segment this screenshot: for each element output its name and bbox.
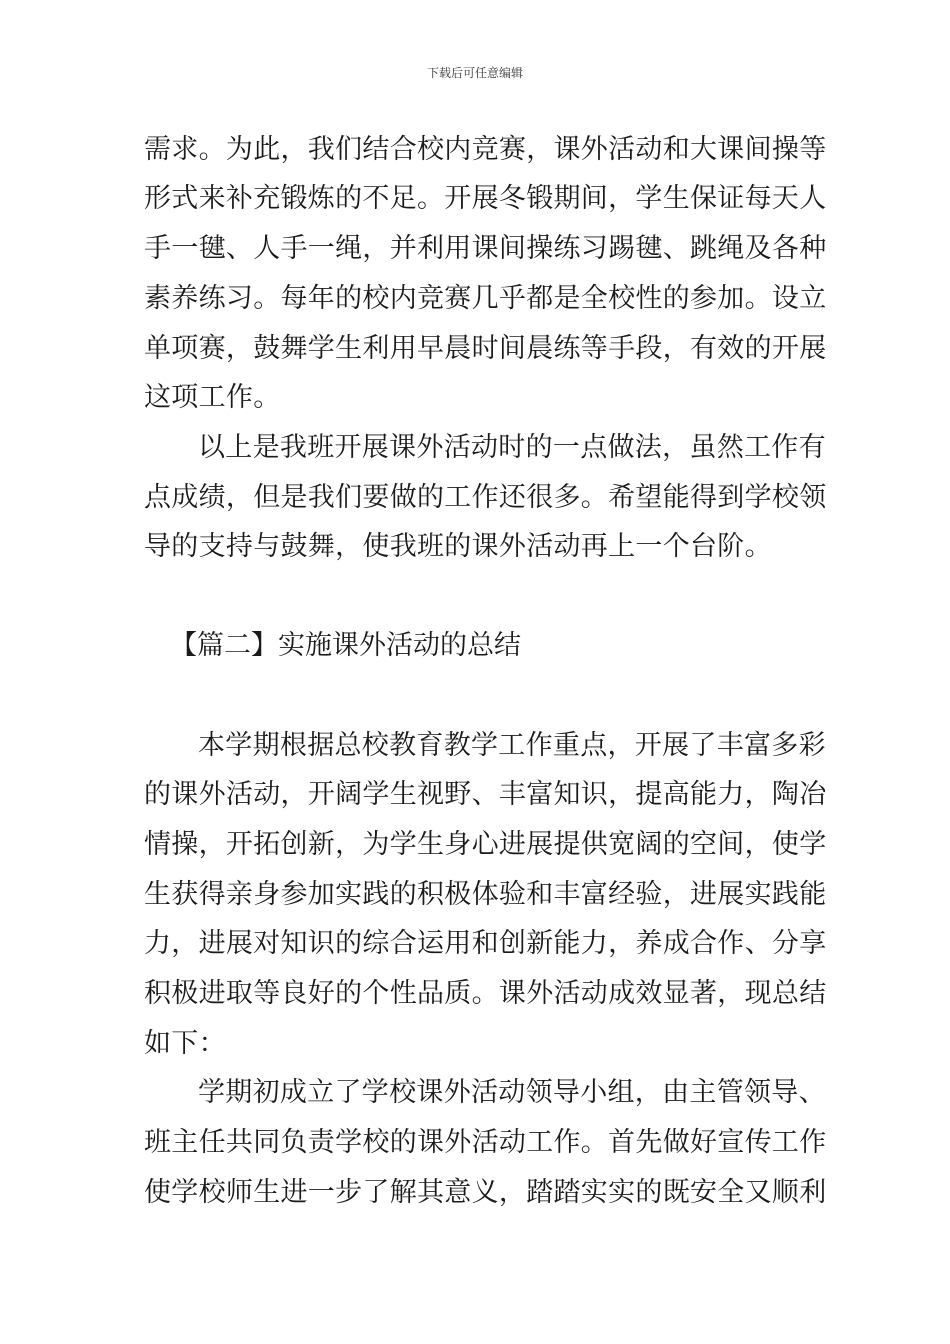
text-line: 的课外活动，开阔学生视野、丰富知识，提高能力，陶冶 (144, 779, 827, 810)
text-line: 情操，开拓创新，为学生身心进展提供宽阔的空间，使学 (144, 829, 827, 860)
text-line: 点成绩，但是我们要做的工作还很多。希望能得到学校领 (144, 482, 827, 513)
text-line: 需求。为此，我们结合校内竞赛，课外活动和大课间操等 (144, 134, 827, 165)
section-heading: 【篇二】实施课外活动的总结 (170, 630, 521, 661)
text-line: 生获得亲身参加实践的积极体验和丰富经验，进展实践能 (144, 879, 827, 910)
text-line: 单项赛，鼓舞学生利用早晨时间晨练等手段，有效的开展 (144, 333, 827, 364)
text-line: 使学校师生进一步了解其意义，踏踏实实的既安全又顺利 (144, 1177, 827, 1208)
text-line: 积极进取等良好的个性品质。课外活动成效显著，现总结 (144, 978, 827, 1009)
text-line: 班主任共同负责学校的课外活动工作。首先做好宣传工作 (144, 1127, 827, 1158)
text-line: 学期初成立了学校课外活动领导小组，由主管领导、 (198, 1077, 826, 1108)
text-line: 如下： (144, 1028, 226, 1059)
text-line: 形式来补充锻炼的不足。开展冬锻期间，学生保证每天人 (144, 183, 827, 214)
text-line: 手一毽、人手一绳，并利用课间操练习踢毽、跳绳及各种 (144, 233, 827, 264)
text-line: 力，进展对知识的综合运用和创新能力，养成合作、分享 (144, 928, 827, 959)
page-header: 下载后可任意编辑 (426, 66, 523, 80)
text-line: 以上是我班开展课外活动时的一点做法，虽然工作有 (198, 432, 826, 463)
text-line: 本学期根据总校教育教学工作重点，开展了丰富多彩 (198, 730, 826, 761)
text-line: 导的支持与鼓舞，使我班的课外活动再上一个台阶。 (144, 531, 772, 562)
text-line: 素养练习。每年的校内竞赛几乎都是全校性的参加。设立 (144, 283, 827, 314)
text-line: 这项工作。 (144, 382, 281, 413)
